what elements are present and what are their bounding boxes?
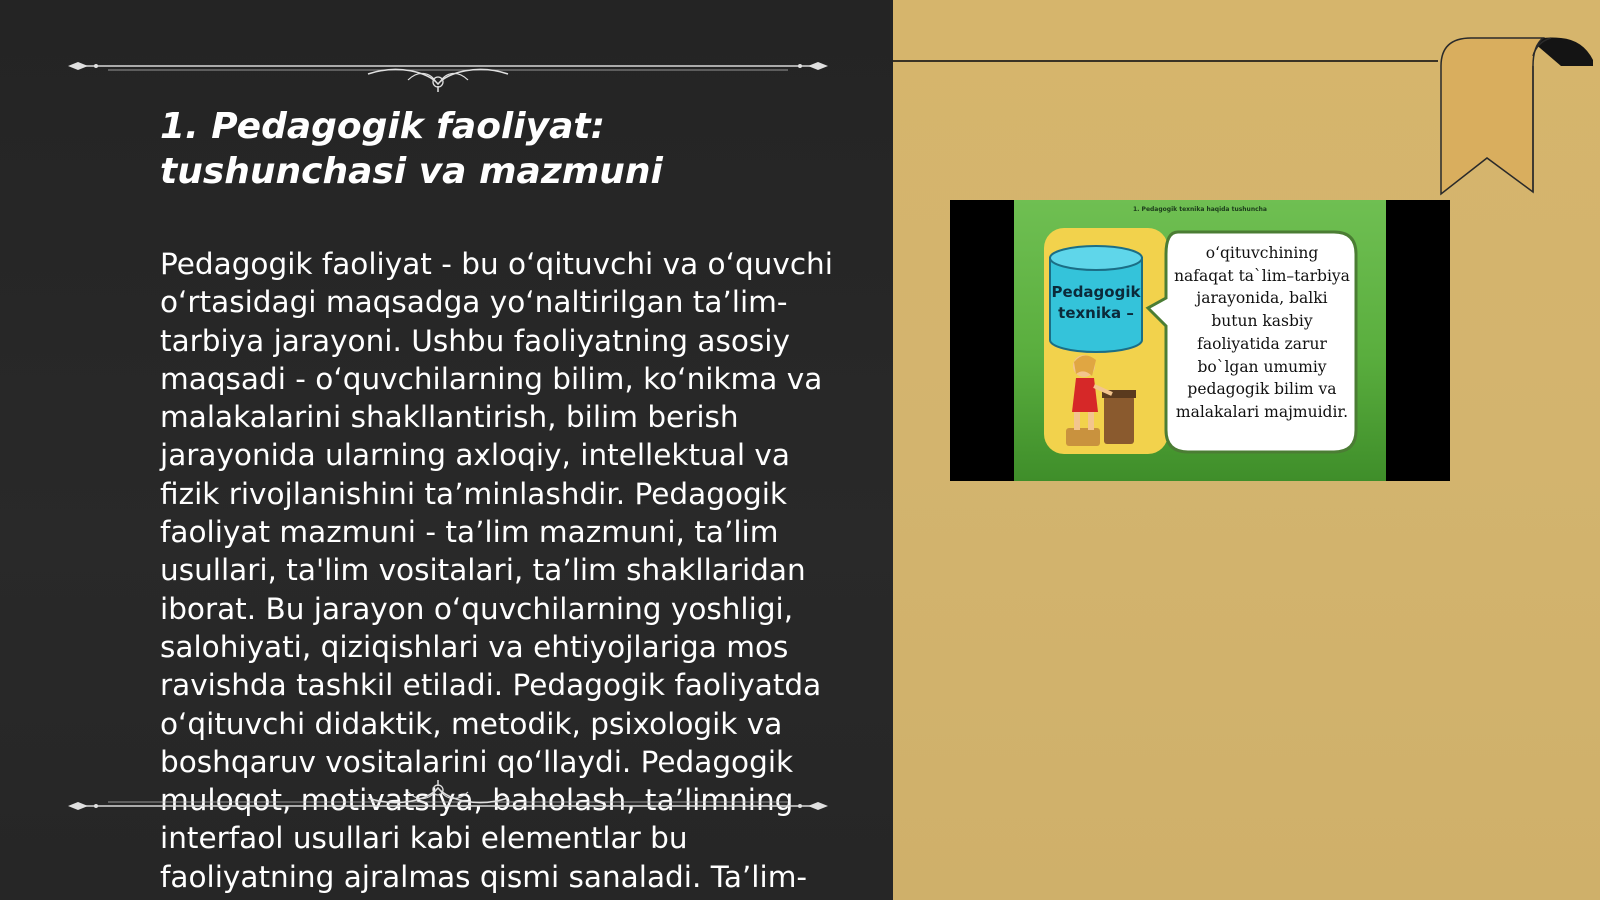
slide-title: 1. Pedagogik faoliyat: tushunchasi va mazmuni: [160, 106, 663, 192]
slide-body-text: Pedagogik faoliyat - bu o‘qituvchi va o‘quvchi o‘rtasidagi maqsadga yo‘naltirilgan ta’lim-tarbiya jarayoni. Ushbu faoliyatning asosiy maqsadi - o‘quvchilarning bilim, ko‘nikma va malakalarini shakllantirish, bilim berish jarayonida ularning axloqiy, intellektual va fizik rivojlanishini ta’minlashdir. Pedagogik faoliyat mazmuni - ta’lim mazmuni, ta’lim usullari, ta'lim vositalari, ta’lim shakllaridan iborat. Bu jarayon o‘quvchilarning yoshligi, salohiyati, qiziqishlari va ehtiyojlariga mos ravishda tashkil etiladi. Pedagogik faoliyatda o‘qituvchi didaktik, metodik, psixologik va boshqaruv vositalarini qo‘llaydi. Pedagogik muloqot, motivatsiya, baholash, ta’limning interfaol usullari kabi elementlar bu faoliyatning ajralmas qismi sanaladi. Ta’lim-: [160, 247, 833, 894]
cylinder-label: Pedagogik texnika –: [1051, 283, 1141, 322]
decor-line: [893, 60, 1438, 62]
bookmark-ribbon-icon: [1433, 32, 1600, 202]
decor-panel: [893, 0, 1600, 900]
embedded-slide-image: [950, 200, 1450, 481]
bubble-text: o‘qituvchining nafaqat ta`lim–tarbiya jarayonida, balki butun kasbiy faoliyatida zarur bo`lgan umumiy pedagogik bilim va malakalari majmuidir.: [1174, 244, 1350, 421]
student-figure-icon: [1062, 350, 1142, 450]
ornamental-divider-top: [68, 42, 828, 92]
embedded-slide-title: 1. Pedagogik texnika haqida tushuncha: [1133, 206, 1267, 213]
ornamental-divider-bottom: [68, 780, 828, 830]
embedded-slide: [1014, 200, 1386, 481]
